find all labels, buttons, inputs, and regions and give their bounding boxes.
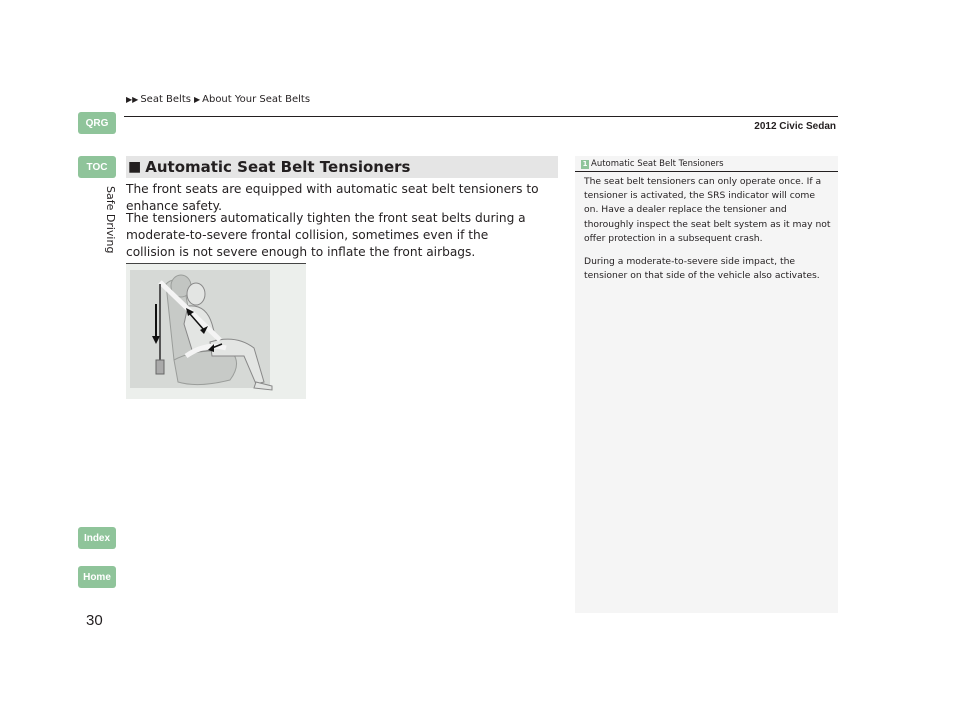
breadcrumb-arrow-icon: ▶ <box>193 95 201 104</box>
note-title <box>581 159 724 169</box>
seat-belt-illustration-icon <box>126 264 306 399</box>
note-title-text: Automatic Seat Belt Tensioners <box>591 159 724 169</box>
home-button[interactable]: Home <box>78 566 116 588</box>
header-rule <box>124 116 838 117</box>
heading-marker-icon: ■ <box>128 159 142 175</box>
seat-belt-tensioner-illustration <box>126 263 306 399</box>
note-index-icon: 1 <box>582 159 588 168</box>
body-paragraph-2: The tensioners automatically tighten the front seat belts during a moderate-to-severe frontal collision, sometimes even if the collision is not severe enough to inflate the front airbags. <box>126 211 526 259</box>
breadcrumb-item-about-seat-belts[interactable]: About Your Seat Belts <box>202 94 311 105</box>
side-note <box>575 156 838 613</box>
breadcrumb-item-seat-belts[interactable]: Seat Belts <box>140 94 191 105</box>
page-number: 30 <box>86 612 103 629</box>
note-paragraph-1: The seat belt tensioners can only operate once. If a tensioner is activated, the SRS indicator will come on. Have a dealer replace the tensioner and thoroughly inspect the seat belt system as it may not offer protection in a subsequent crash. <box>584 176 831 244</box>
qrg-button[interactable]: QRG <box>78 112 116 134</box>
note-paragraph-2: During a moderate-to-severe side impact, the tensioner on that side of the vehicle also activates. <box>584 256 820 282</box>
toc-button[interactable]: TOC <box>78 156 116 178</box>
model-title: 2012 Civic Sedan <box>754 121 836 132</box>
section-label: Safe Driving <box>104 186 117 254</box>
breadcrumb-arrow-icon: ▶▶ <box>126 95 139 104</box>
section-heading <box>126 156 558 178</box>
breadcrumb <box>126 94 313 105</box>
heading-text: Automatic Seat Belt Tensioners <box>145 158 411 176</box>
body-paragraph-1: The front seats are equipped with automatic seat belt tensioners to enhance safety. <box>126 182 539 213</box>
index-button[interactable]: Index <box>78 527 116 549</box>
note-rule <box>575 171 838 172</box>
